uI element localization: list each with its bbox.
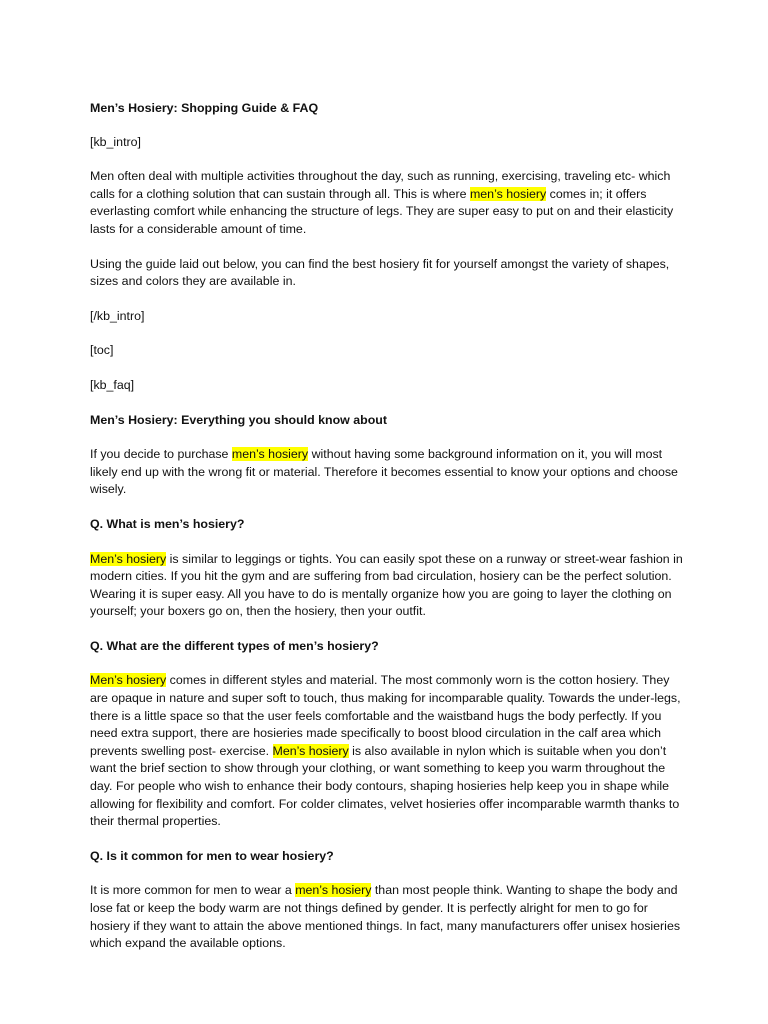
text-run: It is more common for men to wear a	[90, 883, 296, 898]
document-page	[90, 100, 690, 953]
highlighted-keyword: men’s hosiery	[469, 186, 547, 201]
text-run: If you decide to purchase	[90, 447, 232, 462]
shortcode-kb-intro-open: [kb_intro]	[90, 134, 141, 149]
question-1: Q. What is men’s hosiery?	[90, 516, 245, 531]
shortcode-kb-intro-close: [/kb_intro]	[90, 308, 145, 323]
highlighted-keyword: Men’s hosiery	[90, 551, 167, 566]
answer-2	[90, 672, 690, 830]
highlighted-keyword: men’s hosiery	[231, 447, 309, 462]
highlighted-keyword: men’s hosiery	[295, 883, 372, 898]
question-2: Q. What are the different types of men’s hosiery?	[90, 638, 379, 653]
text-run: without having some background information on it, you will most likely end up with the wrong fit or material. Therefore it becomes essential to know your options and choose wisely.	[90, 447, 678, 497]
intro-paragraph-1	[90, 168, 690, 238]
text-run: Men often deal with multiple activities throughout the day, such as running, exercising, traveling etc- which calls for a clothing solution that can sustain through all. This is where	[90, 169, 671, 201]
document-title: Men’s Hosiery: Shopping Guide & FAQ	[90, 101, 319, 115]
answer-3	[90, 882, 690, 952]
intro-paragraph-2: Using the guide laid out below, you can find the best hosiery fit for yourself amongst the variety of shapes, sizes and colors they are available in.	[90, 256, 670, 289]
text-run: is also available in nylon which is suitable when you don’t want the brief section to show through your clothing, or want something to keep you warm throughout the day. For people who wish to enhance their body contours, shaping hosieries help keep you in shape while allowing for flexibility and comfort. For colder climates, velvet hosieries offer incomparable warmth thanks to their thermal properties.	[90, 743, 680, 829]
shortcode-kb-faq: [kb_faq]	[90, 377, 135, 392]
text-run: comes in different styles and material. The most commonly worn is the cotton hosiery. They are opaque in nature and super soft to touch, thus making for incomparable quality. Towards the under-legs, there is a little space so that the user feels comfortable and the waistband hugs the body perfectly. If you need extra support, there are hosieries made specifically to boost blood circulation in the calf area which prevents swelling post- exercise.	[90, 673, 681, 758]
text-run: than most people think. Wanting to shape the body and lose fat or keep the body warm are not things defined by gender. It is perfectly alright for men to go for hosiery if they want to attain the above mentioned things. In fact, many manufacturers offer unisex hosieries which expand the available options.	[90, 883, 681, 951]
question-3: Q. Is it common for men to wear hosiery?	[90, 848, 334, 863]
highlighted-keyword: Men’s hosiery	[90, 673, 167, 688]
answer-1	[90, 551, 690, 621]
text-run: comes in; it offers everlasting comfort while enhancing the structure of legs. They are super easy to put on and their elasticity lasts for a considerable amount of time.	[90, 186, 674, 236]
faq-heading: Men’s Hosiery: Everything you should know about	[90, 412, 387, 427]
faq-intro-paragraph	[90, 446, 690, 499]
shortcode-toc: [toc]	[90, 343, 114, 358]
text-run: is similar to leggings or tights. You can easily spot these on a runway or street-wear fashion in modern cities. If you hit the gym and are suffering from bad circulation, hosiery can be the perfect solution. Wearing it is super easy. All you have to do is mentally organize how you are going to layer the clothing on yourself; your boxers go on, then the hosiery, then your outfit.	[90, 551, 683, 619]
highlighted-keyword: Men’s hosiery	[272, 743, 349, 758]
